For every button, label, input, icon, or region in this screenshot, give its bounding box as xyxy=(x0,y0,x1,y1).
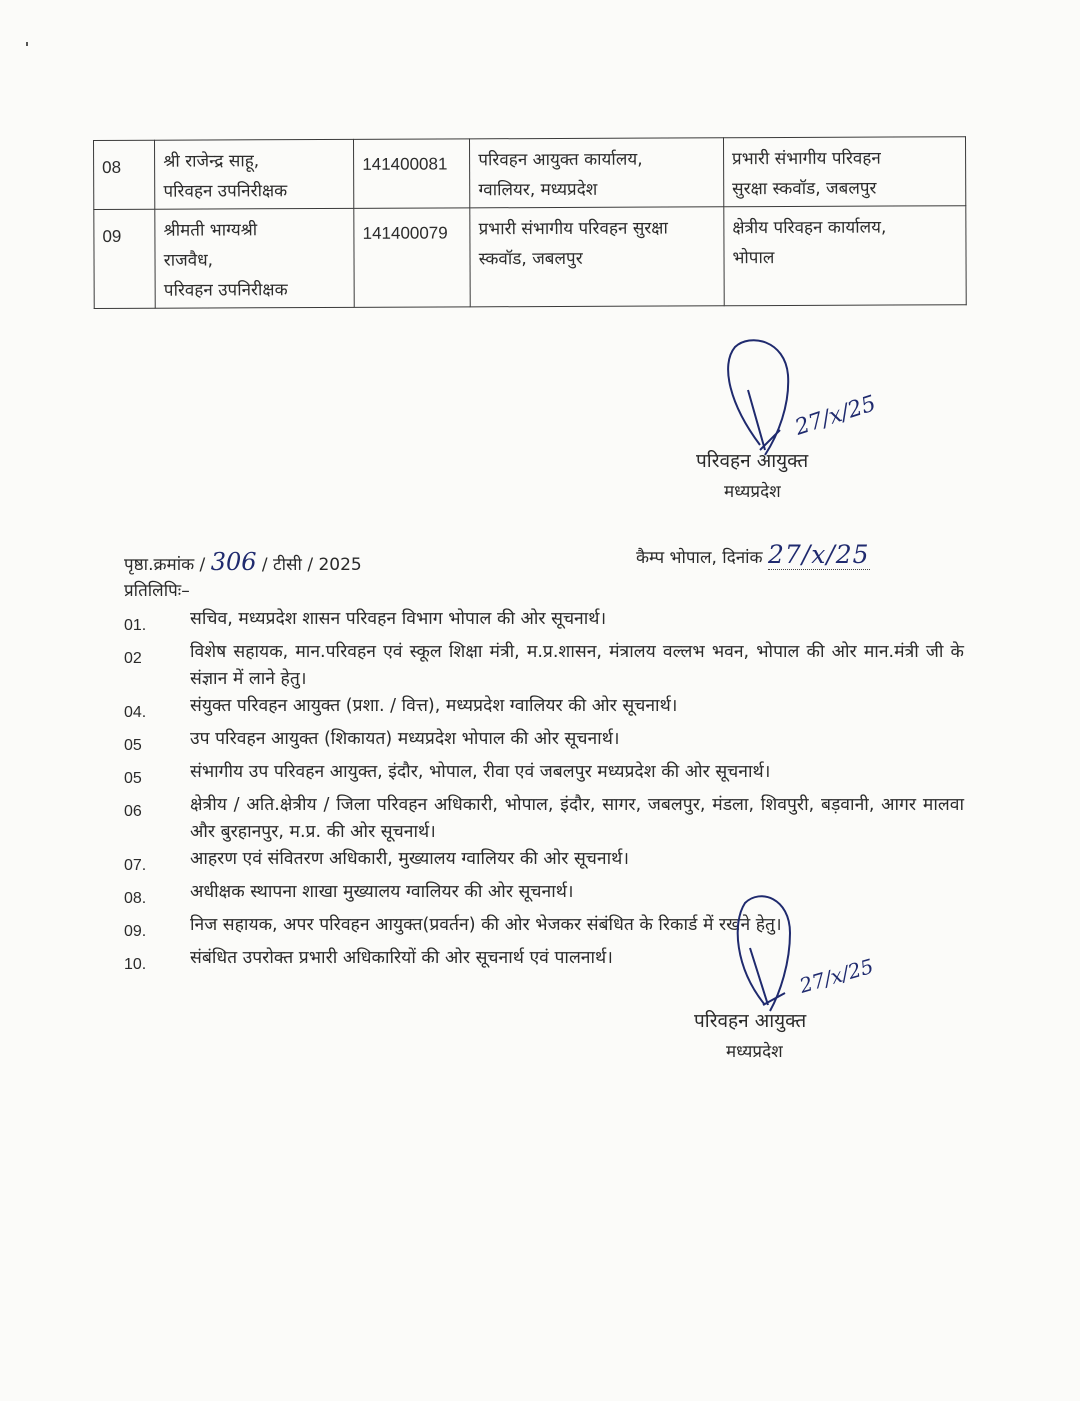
reference-prefix: पृष्ठा.क्रमांक / xyxy=(124,555,206,575)
copy-item-text: क्षेत्रीय / अति.क्षेत्रीय / जिला परिवहन अधिकारी, भोपाल, इंदौर, सागर, जबलपुर, मंडला, शिवपुरी, बड़वानी, आगर मालवा और बुरहानपुर, म.प्र. की ओर सूचनार्थ। xyxy=(190,795,964,842)
new-posting-cell-line: प्रभारी संभागीय परिवहन xyxy=(731,148,881,170)
signature-2-subtitle: मध्यप्रदेश xyxy=(726,1042,783,1062)
copy-list-item xyxy=(124,726,964,759)
copy-list-item xyxy=(124,639,964,693)
copy-item-number: 10. xyxy=(124,956,147,973)
current-posting-cell xyxy=(470,138,724,208)
signature-1-subtitle: मध्यप्रदेश xyxy=(724,482,781,502)
new-posting-cell-line: भोपाल xyxy=(732,248,775,269)
current-posting-cell-line: स्कवॉड, जबलपुर xyxy=(478,248,583,270)
new-posting-cell xyxy=(723,137,965,207)
new-posting-cell xyxy=(724,206,967,306)
current-posting-cell-line: ग्वालियर, मध्यप्रदेश xyxy=(478,179,598,201)
copy-item-number: 04. xyxy=(124,704,147,721)
copy-list-item xyxy=(124,759,964,792)
name-cell-line: श्रीमती भाग्यश्री xyxy=(163,220,258,241)
copy-item-text: विशेष सहायक, मान.परिवहन एवं स्कूल शिक्षा मंत्री, म.प्र.शासन, मंत्रालय वल्लभ भवन, भोपाल की ओर मान.मंत्री जी के संज्ञान में लाने हेतु। xyxy=(190,642,964,689)
serial-number-cell: 08 xyxy=(94,140,156,209)
copy-item-text: अधीक्षक स्थापना शाखा मुख्यालय ग्वालियर की ओर सूचनार्थ। xyxy=(190,882,574,902)
reference-number xyxy=(124,548,362,576)
copy-list-item xyxy=(124,792,964,846)
reference-suffix: / टीसी / 2025 xyxy=(261,555,362,575)
copy-item-text: संयुक्त परिवहन आयुक्त (प्रशा. / वित्त), मध्यप्रदेश ग्वालियर की ओर सूचनार्थ। xyxy=(190,696,678,716)
name-cell xyxy=(155,139,354,209)
current-posting-cell-line: परिवहन आयुक्त कार्यालय, xyxy=(478,149,643,171)
employee-id-cell: 141400081 xyxy=(354,139,470,209)
signature-block-2 xyxy=(690,893,950,1073)
new-posting-cell-line: क्षेत्रीय परिवहन कार्यालय, xyxy=(732,217,887,239)
serial-number-cell: 09 xyxy=(94,209,156,308)
copy-item-number: 07. xyxy=(124,857,147,874)
copy-item-number: 01. xyxy=(124,617,147,634)
copy-heading: प्रतिलिपिः– xyxy=(124,581,190,601)
name-cell-line: राजवैध, xyxy=(163,250,214,271)
copy-item-number: 08. xyxy=(124,890,147,907)
copy-list-item xyxy=(124,846,964,879)
employee-id-cell: 141400079 xyxy=(354,208,470,308)
copy-item-text: संबंधित उपरोक्त प्रभारी अधिकारियों की ओर सूचनार्थ एवं पालनार्थ। xyxy=(190,948,613,968)
copy-item-number: 09. xyxy=(124,923,147,940)
signature-1-date: 27/x/25 xyxy=(792,391,880,441)
signature-2-date: 27/x/25 xyxy=(796,953,877,998)
copy-item-number: 06 xyxy=(124,803,142,820)
signature-1-title: परिवहन आयुक्त xyxy=(696,450,809,472)
signature-2-title: परिवहन आयुक्त xyxy=(694,1010,807,1032)
table-row xyxy=(94,206,966,309)
camp-handwritten-date: 27/x/25 xyxy=(768,540,870,569)
signature-block-1 xyxy=(690,335,950,515)
table-row xyxy=(94,137,966,210)
name-cell-line: परिवहन उपनिरीक्षक xyxy=(163,280,288,301)
copy-item-text: निज सहायक, अपर परिवहन आयुक्त(प्रवर्तन) की ओर भेजकर संबंधित के रिकार्ड में रखने हेतु। xyxy=(190,915,782,935)
new-posting-cell-line: सुरक्षा स्कवॉड, जबलपुर xyxy=(732,178,877,200)
copy-list-item xyxy=(124,606,964,639)
current-posting-cell xyxy=(470,207,724,307)
copy-item-text: संभागीय उप परिवहन आयुक्त, इंदौर, भोपाल, रीवा एवं जबलपुर मध्यप्रदेश की ओर सूचनार्थ। xyxy=(190,762,771,782)
name-cell-line: परिवहन उपनिरीक्षक xyxy=(163,181,288,202)
copy-list-item xyxy=(124,693,964,726)
reference-handwritten-number: 306 xyxy=(210,548,257,576)
scan-speck xyxy=(26,42,28,46)
camp-label: कैम्प भोपाल, दिनांक xyxy=(636,548,763,568)
current-posting-cell-line: प्रभारी संभागीय परिवहन सुरक्षा xyxy=(478,218,668,240)
copy-item-text: सचिव, मध्यप्रदेश शासन परिवहन विभाग भोपाल की ओर सूचनार्थ। xyxy=(190,609,607,629)
name-cell-line: श्री राजेन्द्र साहू, xyxy=(163,151,260,172)
transfer-table xyxy=(93,136,967,309)
copy-item-text: आहरण एवं संवितरण अधिकारी, मुख्यालय ग्वालियर की ओर सूचनार्थ। xyxy=(190,849,629,869)
copy-item-text: उप परिवहन आयुक्त (शिकायत) मध्यप्रदेश भोपाल की ओर सूचनार्थ। xyxy=(190,729,620,749)
copy-item-number: 05 xyxy=(124,737,142,754)
copy-item-number: 05 xyxy=(124,770,142,787)
camp-date-line xyxy=(636,540,870,569)
name-cell xyxy=(155,208,354,308)
copy-item-number: 02 xyxy=(124,650,142,667)
